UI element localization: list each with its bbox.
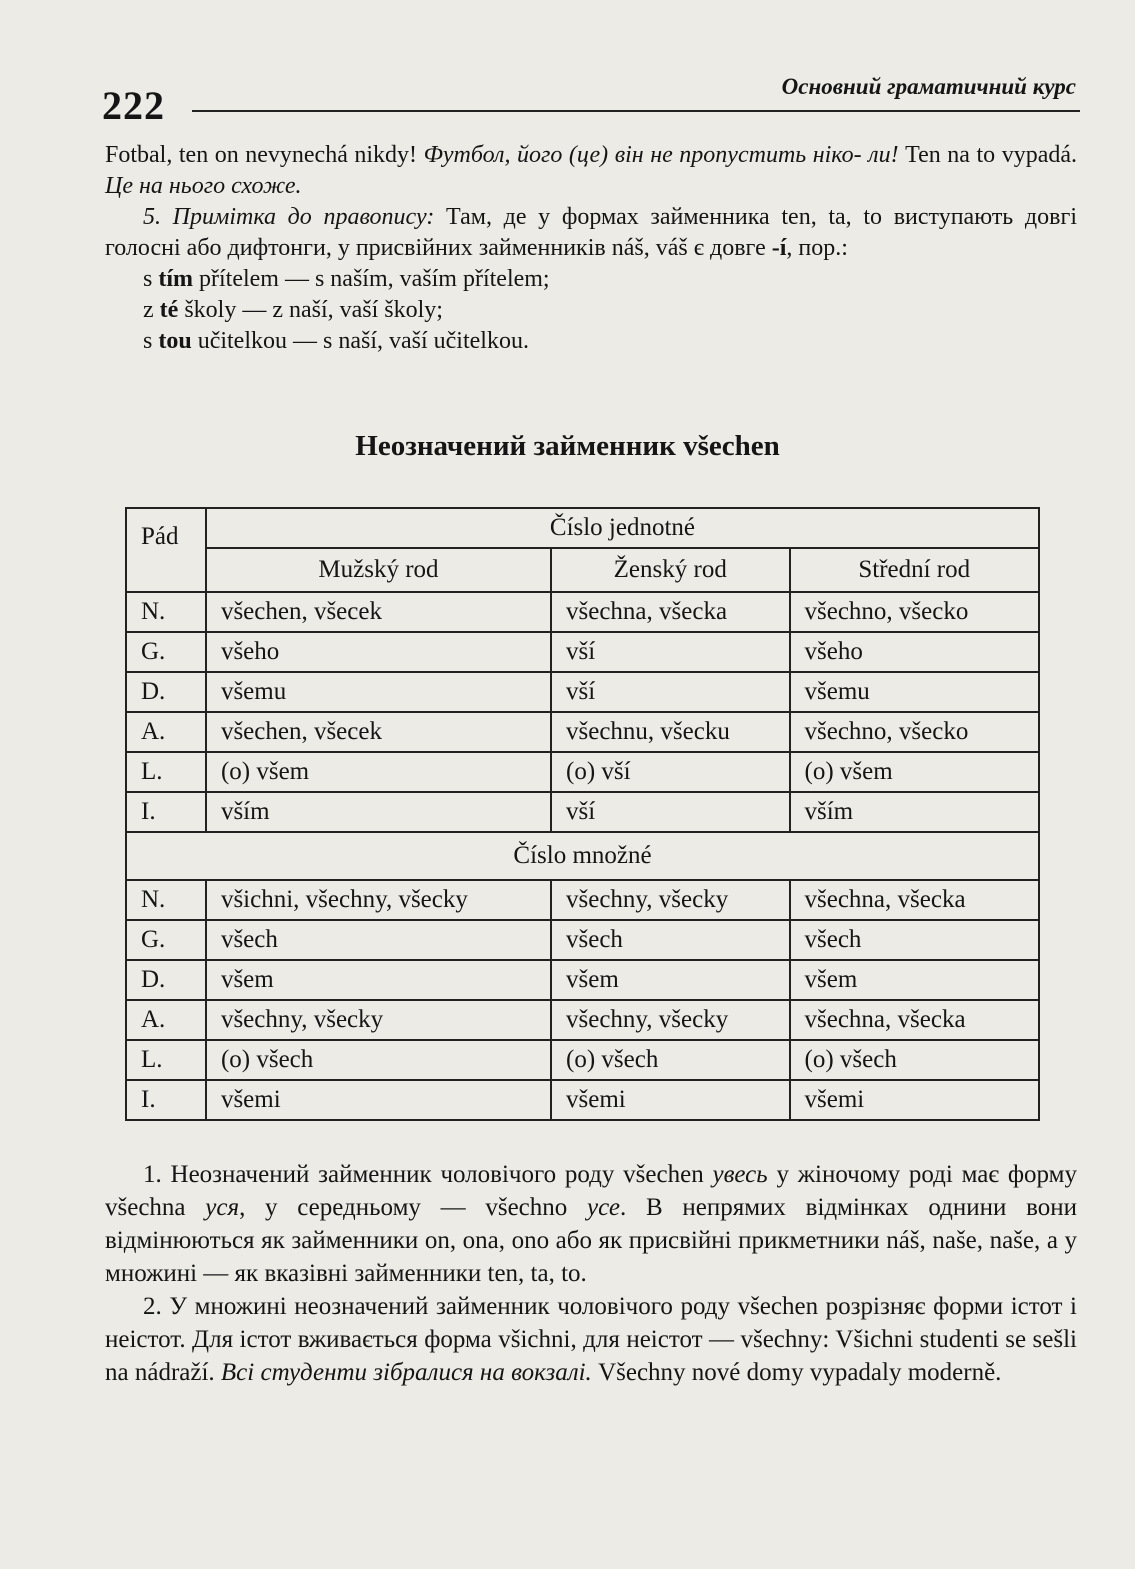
table-cell: všeho (790, 632, 1040, 672)
table-cell: (o) všech (790, 1040, 1040, 1080)
table-cell: I. (126, 1080, 206, 1120)
note-5-tail: , пор.: (786, 235, 848, 261)
table-cell: všechen, všecek (206, 712, 551, 752)
header-rule (192, 110, 1080, 112)
table-cell: všechno, všecko (790, 712, 1040, 752)
table-cell: vší (551, 632, 790, 672)
table-cell: vším (790, 792, 1040, 832)
table-cell: vší (551, 792, 790, 832)
table-cell: G. (126, 920, 206, 960)
table-cell: (o) všem (206, 752, 551, 792)
table-cell: všechny, všecky (551, 880, 790, 920)
table-cell: všechna, všecka (790, 880, 1040, 920)
table-cell: A. (126, 1000, 206, 1040)
table-cell: všechno, všecko (790, 592, 1040, 632)
table-row (126, 672, 1039, 712)
table-cell: D. (126, 672, 206, 712)
table-cell: všem (790, 960, 1040, 1000)
table-cell: (o) všem (790, 752, 1040, 792)
table-cell: N. (126, 880, 206, 920)
table-cell: D. (126, 960, 206, 1000)
note-2 (105, 1290, 1077, 1389)
table-row (126, 920, 1039, 960)
page-header (100, 70, 1080, 130)
text-run: s (143, 266, 159, 292)
table-cell: všech (551, 920, 790, 960)
table-cell: všemu (790, 672, 1040, 712)
note-5-text: Там, де у формах займенника ten, ta, to виступають довгі голосні або дифтонги, у присвійних займенників náš, váš є довге (105, 204, 1077, 261)
table-cell: všech (206, 920, 551, 960)
page-number: 222 (102, 83, 165, 128)
notes (105, 1158, 1077, 1389)
text-run: 2. У множині неозначений займенник чоловічого роду všechen розрізняє форми істот і неістот. Для істот вживається форма všichni, для неістот — všechny: Všichni studenti se sešli na nádraží. (105, 1293, 1077, 1386)
table-cell: všemi (206, 1080, 551, 1120)
table-cell: všech (790, 920, 1040, 960)
table-cell: všemi (551, 1080, 790, 1120)
table-row (126, 632, 1039, 672)
note-1 (105, 1158, 1077, 1290)
table-cell: N. (126, 592, 206, 632)
table-row (126, 1000, 1039, 1040)
case-header: Pád (126, 508, 206, 592)
example-line (143, 295, 1077, 326)
table-cell: L. (126, 1040, 206, 1080)
note-5-label: 5. Примітка до правопису: (143, 204, 435, 230)
table-cell: všechen, všecek (206, 592, 551, 632)
table-row (126, 960, 1039, 1000)
note-5-bold: -í (771, 235, 787, 261)
table-row (126, 792, 1039, 832)
table-cell: všechna, všecka (790, 1000, 1040, 1040)
table-cell: všem (206, 960, 551, 1000)
table-cell: L. (126, 752, 206, 792)
neuter-header: Střední rod (790, 548, 1040, 592)
text-run: у жіночому роді має форму všechna (105, 1161, 1077, 1221)
example-line (143, 264, 1077, 295)
text-run: tím (158, 266, 193, 292)
text-run: уся (205, 1194, 240, 1221)
text-run: . В непрямих відмінках однини вони відмінюються як займенники on, ona, ono або як присвійні прикметники náš, naše, naše, а у множині — як вказівні займенники ten, ta, to. (105, 1194, 1077, 1287)
table-row (126, 1040, 1039, 1080)
text-run: z (143, 297, 160, 323)
table-cell: vší (551, 672, 790, 712)
table-cell: I. (126, 792, 206, 832)
feminine-header: Ženský rod (551, 548, 790, 592)
table-row (126, 880, 1039, 920)
table-cell: všichni, všechny, všecky (206, 880, 551, 920)
intro-text-2: Ten na to vypadá. (898, 142, 1077, 168)
masculine-header: Mužský rod (206, 548, 551, 592)
table-row (126, 592, 1039, 632)
table-cell: všemu (206, 672, 551, 712)
table-cell: G. (126, 632, 206, 672)
text-run: Všechny nové domy vypadaly moderně. (591, 1359, 1002, 1386)
running-title: Основний граматичний курс (781, 74, 1076, 99)
table-cell: A. (126, 712, 206, 752)
table-cell: (o) vší (551, 752, 790, 792)
table-row (126, 712, 1039, 752)
table-cell: (o) všech (206, 1040, 551, 1080)
section-heading: Неозначений займенник všechen (355, 430, 780, 462)
table-cell: (o) všech (551, 1040, 790, 1080)
text-run: tou (158, 328, 192, 354)
table-cell: všechna, všecka (551, 592, 790, 632)
text-run: učitelkou — s naší, vaší učitelkou. (191, 328, 529, 354)
text-run: , у середньому — všechno (239, 1194, 588, 1221)
text-run: školy — z naší, vaší školy; (178, 297, 443, 323)
intro-translation-end: ли! (868, 142, 899, 168)
table-row (126, 1080, 1039, 1120)
text-run: усе (587, 1194, 620, 1221)
note-5 (105, 202, 1077, 264)
table-cell: všemi (790, 1080, 1040, 1120)
table-cell: všeho (206, 632, 551, 672)
table-cell: všechnu, všecku (551, 712, 790, 752)
intro-text: Fotbal, ten on nevynechá nikdy! (105, 142, 424, 168)
text-run: 1. Неозначений займенник чоловічого роду všechen (143, 1161, 713, 1188)
text-run: увесь (712, 1161, 768, 1188)
plural-header: Číslo množné (126, 832, 1039, 880)
table-cell: všechny, všecky (551, 1000, 790, 1040)
intro-paragraph (105, 140, 1077, 357)
intro-translation-2: Це на нього схоже. (105, 173, 302, 199)
text-run: Всі студенти зібралися на вокзалі. (220, 1359, 592, 1386)
table-cell: všechny, všecky (206, 1000, 551, 1040)
table-row (126, 752, 1039, 792)
text-run: s (143, 328, 159, 354)
intro-translation: Футбол, його (це) він не пропустить ніко- (423, 142, 862, 168)
singular-header: Číslo jednotné (206, 508, 1039, 548)
table-cell: vším (206, 792, 551, 832)
declension-table (125, 507, 1040, 1121)
table-cell: všem (551, 960, 790, 1000)
text-run: té (159, 297, 179, 323)
example-line (143, 326, 1077, 357)
text-run: přítelem — s naším, vaším přítelem; (193, 266, 550, 292)
